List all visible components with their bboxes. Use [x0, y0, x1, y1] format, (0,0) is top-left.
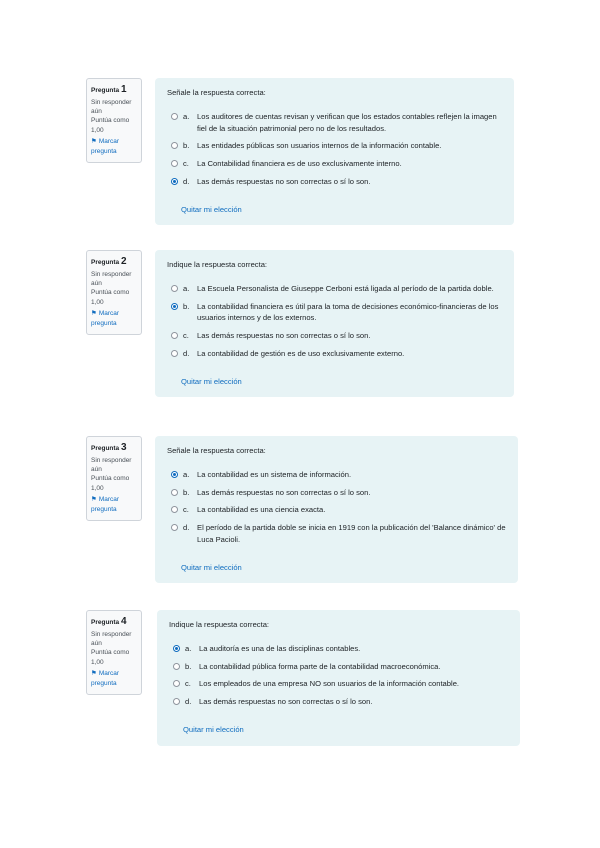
answer-option-a[interactable] [171, 469, 508, 481]
question-label: Pregunta [91, 259, 120, 266]
flag-icon: ⚑ [91, 670, 97, 678]
question-label: Pregunta [91, 445, 120, 452]
question-info [86, 610, 142, 695]
option-text: Las entidades públicas son usuarios internos de la información contable. [197, 141, 442, 151]
answer-option-b[interactable] [173, 661, 510, 673]
question-number [91, 441, 137, 456]
flag-label: Marcar pregunta [91, 138, 120, 155]
question-content [155, 78, 514, 225]
flag-label: Marcar pregunta [91, 496, 120, 513]
question-score: Puntúa como 1,00 [91, 117, 130, 134]
option-letter: d. [183, 348, 190, 358]
question-score: Puntúa como 1,00 [91, 475, 130, 492]
option-letter: b. [185, 661, 192, 671]
question-prompt: Indique la respuesta correcta: [169, 620, 270, 629]
option-letter: a. [183, 111, 190, 121]
question-prompt: Indique la respuesta correcta: [167, 260, 268, 269]
radio-button[interactable] [171, 524, 178, 531]
option-text: La Escuela Personalista de Giuseppe Cerboni está ligada al período de la partida doble. [197, 283, 494, 293]
answer-option-a[interactable] [173, 643, 510, 655]
question-number-value: 4 [120, 616, 127, 627]
option-letter: d. [183, 176, 190, 186]
option-letter: c. [183, 331, 189, 341]
option-text: Los empleados de una empresa NO son usuarios de la información contable. [199, 679, 460, 689]
radio-button[interactable] [173, 680, 180, 687]
answer-option-c[interactable] [171, 330, 504, 342]
question-content [157, 610, 520, 746]
answer-option-b[interactable] [171, 487, 508, 499]
question-number [91, 83, 137, 98]
option-letter: a. [183, 283, 190, 293]
option-letter: c. [183, 159, 189, 169]
flag-question-link[interactable] [91, 309, 137, 328]
option-letter: b. [183, 301, 190, 311]
answer-option-d[interactable] [171, 348, 504, 360]
clear-choice-link[interactable]: Quitar mi elección [181, 204, 242, 214]
answer-option-a[interactable] [171, 283, 504, 295]
radio-button[interactable] [171, 506, 178, 513]
radio-button[interactable] [173, 698, 180, 705]
flag-label: Marcar pregunta [91, 670, 120, 687]
question-status: Sin responder aún [91, 98, 132, 115]
flag-question-link[interactable] [91, 669, 137, 688]
option-text: Las demás respuestas no son correctas o sí lo son. [197, 487, 371, 497]
answer-option-d[interactable] [171, 522, 508, 546]
radio-button[interactable] [171, 142, 178, 149]
answer-option-d[interactable] [173, 696, 510, 708]
answer-option-c[interactable] [171, 158, 504, 170]
flag-icon: ⚑ [91, 138, 97, 146]
question-content [155, 436, 518, 583]
radio-button[interactable] [171, 160, 178, 167]
flag-icon: ⚑ [91, 310, 97, 318]
flag-question-link[interactable] [91, 495, 137, 514]
flag-icon: ⚑ [91, 496, 97, 504]
radio-button[interactable] [171, 350, 178, 357]
answer-option-b[interactable] [171, 140, 504, 152]
clear-choice-link[interactable]: Quitar mi elección [181, 376, 242, 386]
radio-button-selected[interactable] [171, 471, 178, 478]
answer-option-d[interactable] [171, 176, 504, 188]
option-text: Las demás respuestas no son correctas o sí lo son. [199, 697, 373, 707]
option-text: Las demás respuestas no son correctas o sí lo son. [197, 176, 371, 186]
flag-question-link[interactable] [91, 137, 137, 156]
question-label: Pregunta [91, 619, 120, 626]
answer-option-c[interactable] [173, 678, 510, 690]
option-text: La contabilidad de gestión es de uso exclusivamente externo. [197, 348, 405, 358]
question-content [155, 250, 514, 397]
option-letter: c. [185, 679, 191, 689]
option-letter: a. [183, 469, 190, 479]
radio-button[interactable] [171, 113, 178, 120]
option-text: Las demás respuestas no son correctas o sí lo son. [197, 331, 371, 341]
option-text: La contabilidad es una ciencia exacta. [197, 505, 326, 515]
radio-button[interactable] [171, 489, 178, 496]
radio-button[interactable] [171, 332, 178, 339]
clear-choice-link[interactable]: Quitar mi elección [181, 562, 242, 572]
option-text: La contabilidad pública forma parte de la contabilidad macroeconómica. [199, 661, 441, 671]
question-info [86, 436, 142, 521]
question-status: Sin responder aún [91, 456, 132, 473]
question-number [91, 615, 137, 630]
answer-option-a[interactable] [171, 111, 504, 135]
answer-option-c[interactable] [171, 504, 508, 516]
radio-button[interactable] [171, 285, 178, 292]
radio-button[interactable] [173, 663, 180, 670]
question-number-value: 3 [120, 442, 127, 453]
question-number-value: 2 [120, 256, 127, 267]
question-number-value: 1 [120, 84, 127, 95]
option-letter: a. [185, 643, 192, 653]
question-info [86, 250, 142, 335]
question-status: Sin responder aún [91, 630, 132, 647]
clear-choice-link[interactable]: Quitar mi elección [183, 724, 244, 734]
option-letter: d. [185, 697, 192, 707]
option-text: La contabilidad es un sistema de información. [197, 469, 352, 479]
radio-button-selected[interactable] [171, 178, 178, 185]
option-letter: c. [183, 505, 189, 515]
question-prompt: Señale la respuesta correcta: [167, 88, 266, 97]
option-text: Los auditores de cuentas revisan y verifican que los estados contables reflejen la imagen fiel de la situación patrimonial pero no de los resultados. [197, 111, 497, 133]
question-label: Pregunta [91, 87, 120, 94]
flag-label: Marcar pregunta [91, 310, 120, 327]
option-text: La auditoría es una de las disciplinas contables. [199, 643, 361, 653]
question-number [91, 255, 137, 270]
question-score: Puntúa como 1,00 [91, 649, 130, 666]
question-prompt: Señale la respuesta correcta: [167, 446, 266, 455]
answer-option-b[interactable] [171, 301, 504, 325]
option-letter: d. [183, 523, 190, 533]
question-info [86, 78, 142, 163]
question-score: Puntúa como 1,00 [91, 289, 130, 306]
option-letter: b. [183, 487, 190, 497]
option-text: La Contabilidad financiera es de uso exclusivamente interno. [197, 159, 402, 169]
option-text: La contabilidad financiera es útil para la toma de decisiones económico-financieras de los usuarios internos y de los externos. [197, 301, 499, 323]
radio-button-selected[interactable] [171, 303, 178, 310]
question-status: Sin responder aún [91, 270, 132, 287]
radio-button-selected[interactable] [173, 645, 180, 652]
option-text: El período de la partida doble se inicia en 1919 con la publicación del 'Balance dinámico' de Luca Pacioli. [197, 523, 506, 544]
option-letter: b. [183, 141, 190, 151]
